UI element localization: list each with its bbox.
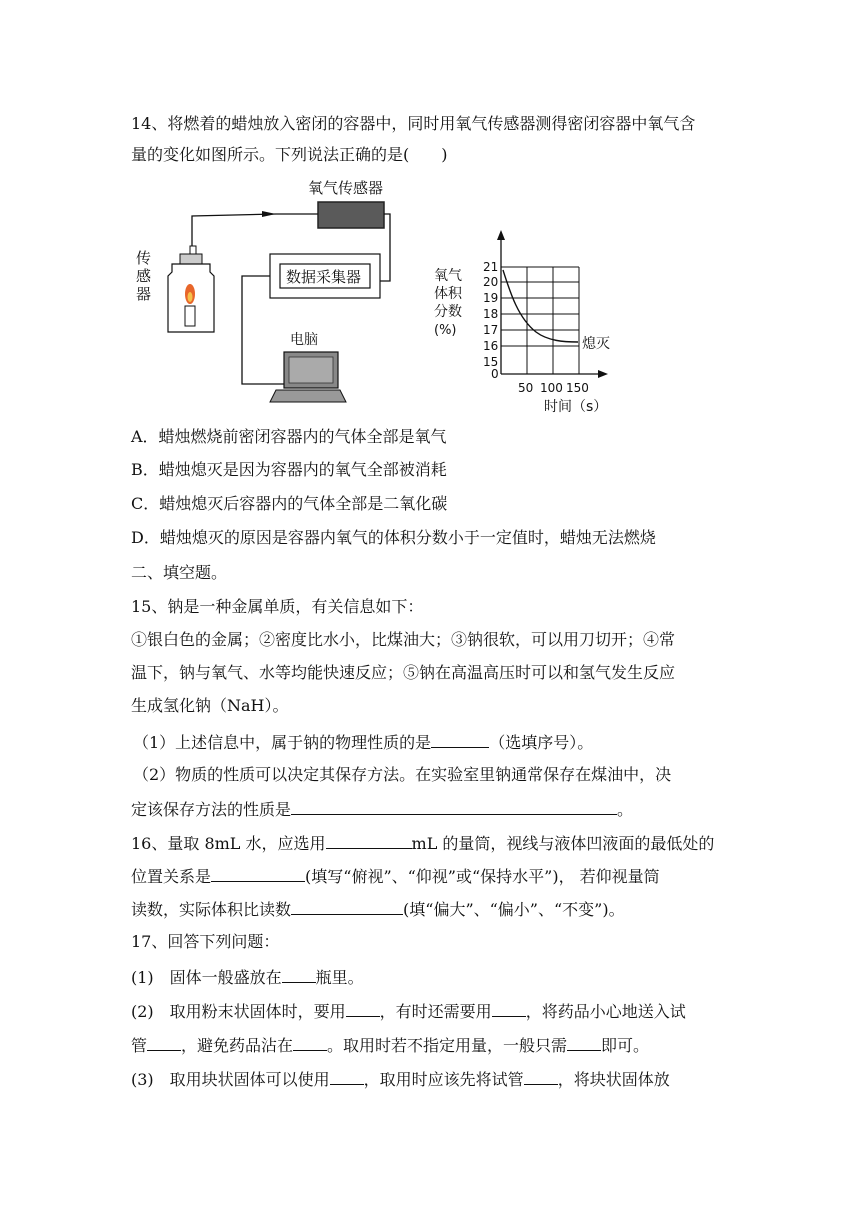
sensor-box — [318, 202, 384, 228]
graph-ylabel-2: 体积 — [434, 286, 462, 302]
q17-stem: 17、回答下列问题： — [131, 932, 280, 951]
q17-p1-suffix: 瓶里。 — [315, 968, 364, 987]
y-tick-20: 20 — [483, 275, 499, 289]
y-tick-19: 19 — [483, 291, 499, 305]
q15-part1-blank[interactable] — [431, 731, 489, 748]
computer-screen — [289, 357, 333, 383]
q16-blank-2[interactable] — [211, 865, 305, 882]
graph-ylabel-1: 氧气 — [434, 268, 462, 284]
bottle-stopper — [180, 254, 202, 264]
y-tick-21: 21 — [483, 260, 499, 274]
q14-option-d: D．蜡烛熄灭的原因是容器内氧气的体积分数小于一定值时，蜡烛无法燃烧 — [131, 528, 656, 547]
computer-label: 电脑 — [290, 332, 318, 348]
x-tick-100: 100 — [540, 381, 563, 395]
q17-p2-text-a: (2) 取用粉末状固体时，要用 — [131, 1002, 346, 1021]
q16-line1 — [131, 832, 714, 854]
oxygen-curve — [503, 270, 578, 342]
q17-p2l2-text-b: ，避免药品沾在 — [181, 1036, 294, 1055]
q16-l2-suffix: (填写“俯视”、“仰视”或“保持水平”)， 若仰视量筒 — [305, 867, 660, 886]
q15-part2-suffix: 。 — [617, 800, 634, 819]
q15-info-line1: ①银白色的金属；②密度比水小，比煤油大；③钠很软，可以用刀切开；④常 — [131, 630, 676, 649]
q17-p3-text-b: ，取用时应该先将试管 — [363, 1070, 524, 1089]
q17-p3-text-c: ，将块状固体放 — [557, 1070, 670, 1089]
y-tick-15: 15 — [483, 355, 499, 369]
q15-part2-line2 — [131, 798, 633, 820]
q16-l2-text: 位置关系是 — [131, 867, 212, 886]
graph-ylabel-3: 分数 — [434, 304, 462, 320]
q15-part1 — [133, 731, 593, 753]
q17-p2l2-text-a: 管 — [131, 1036, 148, 1055]
candle-icon — [185, 306, 195, 326]
q17-p2-text-c: ，将药品小心地送入试 — [525, 1002, 686, 1021]
q16-blank-1[interactable] — [326, 832, 412, 849]
q17-part1 — [131, 966, 364, 988]
q17-p2-blank-1[interactable] — [346, 1000, 380, 1017]
q17-p2-blank-2[interactable] — [492, 1000, 526, 1017]
section-heading: 二、填空题。 — [131, 563, 228, 582]
q14-option-c: C．蜡烛熄灭后容器内的气体全部是二氧化碳 — [131, 494, 448, 513]
q15-part2-text: 定该保存方法的性质是 — [131, 800, 292, 819]
q16-l3-text: 读数，实际体积比读数 — [131, 900, 292, 919]
q14-option-a: A．蜡烛燃烧前密闭容器内的气体全部是氧气 — [131, 427, 447, 446]
y-axis-arrow-icon — [497, 230, 505, 240]
sensor-wire — [192, 214, 318, 246]
wire-connector-icon — [262, 211, 276, 217]
q17-p3-text-a: (3) 取用块状固体可以使用 — [131, 1070, 330, 1089]
graph-xlabel: 时间（s） — [544, 399, 608, 415]
q15-stem: 15、钠是一种金属单质，有关信息如下： — [131, 597, 424, 616]
q16-l1-text: 16、量取 8mL 水，应选用 — [131, 834, 326, 853]
q15-info-line2: 温下，钠与氧气、水等均能快速反应；⑤钠在高温高压时可以和氢气发生反应 — [131, 663, 676, 682]
q16-line3 — [131, 898, 625, 920]
q17-p2l2-text-d: 即可。 — [601, 1036, 650, 1055]
q14-stem-line1: 14、将燃着的蜡烛放入密闭的容器中，同时用氧气传感器测得密闭容器中氧气含 — [131, 114, 696, 133]
side-label-1: 传 — [136, 249, 152, 267]
q15-part1-text: （1）上述信息中，属于钠的物理性质的是 — [133, 733, 432, 752]
q17-p2-blank-5[interactable] — [567, 1034, 601, 1051]
x-tick-50: 50 — [518, 381, 534, 395]
q17-part2-line2 — [131, 1034, 649, 1056]
q15-part2-blank[interactable] — [291, 798, 617, 815]
computer-keyboard-icon — [270, 390, 346, 402]
side-label-3: 器 — [136, 285, 152, 303]
q15-info-line3: 生成氢化钠（NaH）。 — [131, 696, 289, 715]
graph-annotation: 熄灭 — [582, 336, 610, 352]
q17-p3-blank-2[interactable] — [524, 1068, 558, 1085]
q16-blank-3[interactable] — [291, 898, 403, 915]
q16-l1-suffix: mL 的量筒，视线与液体凹液面的最低处的 — [411, 834, 715, 853]
side-label-2: 感 — [136, 267, 152, 285]
flame-core — [188, 292, 193, 302]
q14-figure — [126, 176, 646, 416]
q14-stem-line2: 量的变化如图所示。下列说法正确的是( ) — [131, 145, 448, 164]
x-axis-arrow-icon — [598, 370, 608, 378]
y-tick-17: 17 — [483, 323, 499, 337]
q17-p3-blank-1[interactable] — [330, 1068, 364, 1085]
q17-part2-line1 — [131, 1000, 686, 1022]
q17-part3 — [131, 1068, 670, 1090]
y-tick-0: 0 — [491, 367, 499, 381]
sensor-label: 氧气传感器 — [308, 179, 384, 197]
collector-label: 数据采集器 — [286, 268, 362, 286]
q16-l3-suffix: (填“偏大”、“偏小”、“不变”)。 — [403, 900, 625, 919]
q17-p2l2-text-c: 。取用时若不指定用量，一般只需 — [327, 1036, 568, 1055]
q17-p1-blank[interactable] — [282, 966, 316, 983]
q16-line2 — [131, 865, 660, 887]
q17-p2-blank-3[interactable] — [147, 1034, 181, 1051]
x-tick-150: 150 — [566, 381, 589, 395]
q17-p1-text: (1) 固体一般盛放在 — [131, 968, 282, 987]
q15-part2-line1: （2）物质的性质可以决定其保存方法。在实验室里钠通常保存在煤油中，决 — [133, 765, 672, 784]
q17-p2-text-b: ，有时还需要用 — [379, 1002, 492, 1021]
q14-option-b: B．蜡烛熄灭是因为容器内的氧气全部被消耗 — [131, 460, 447, 479]
apparatus-and-graph — [126, 176, 646, 416]
y-tick-16: 16 — [483, 339, 499, 353]
graph-grid — [501, 267, 579, 374]
graph-ylabel-4: (%) — [434, 323, 457, 338]
q15-part1-suffix: （选填序号）。 — [489, 733, 594, 752]
y-tick-18: 18 — [483, 307, 499, 321]
q17-p2-blank-4[interactable] — [293, 1034, 327, 1051]
